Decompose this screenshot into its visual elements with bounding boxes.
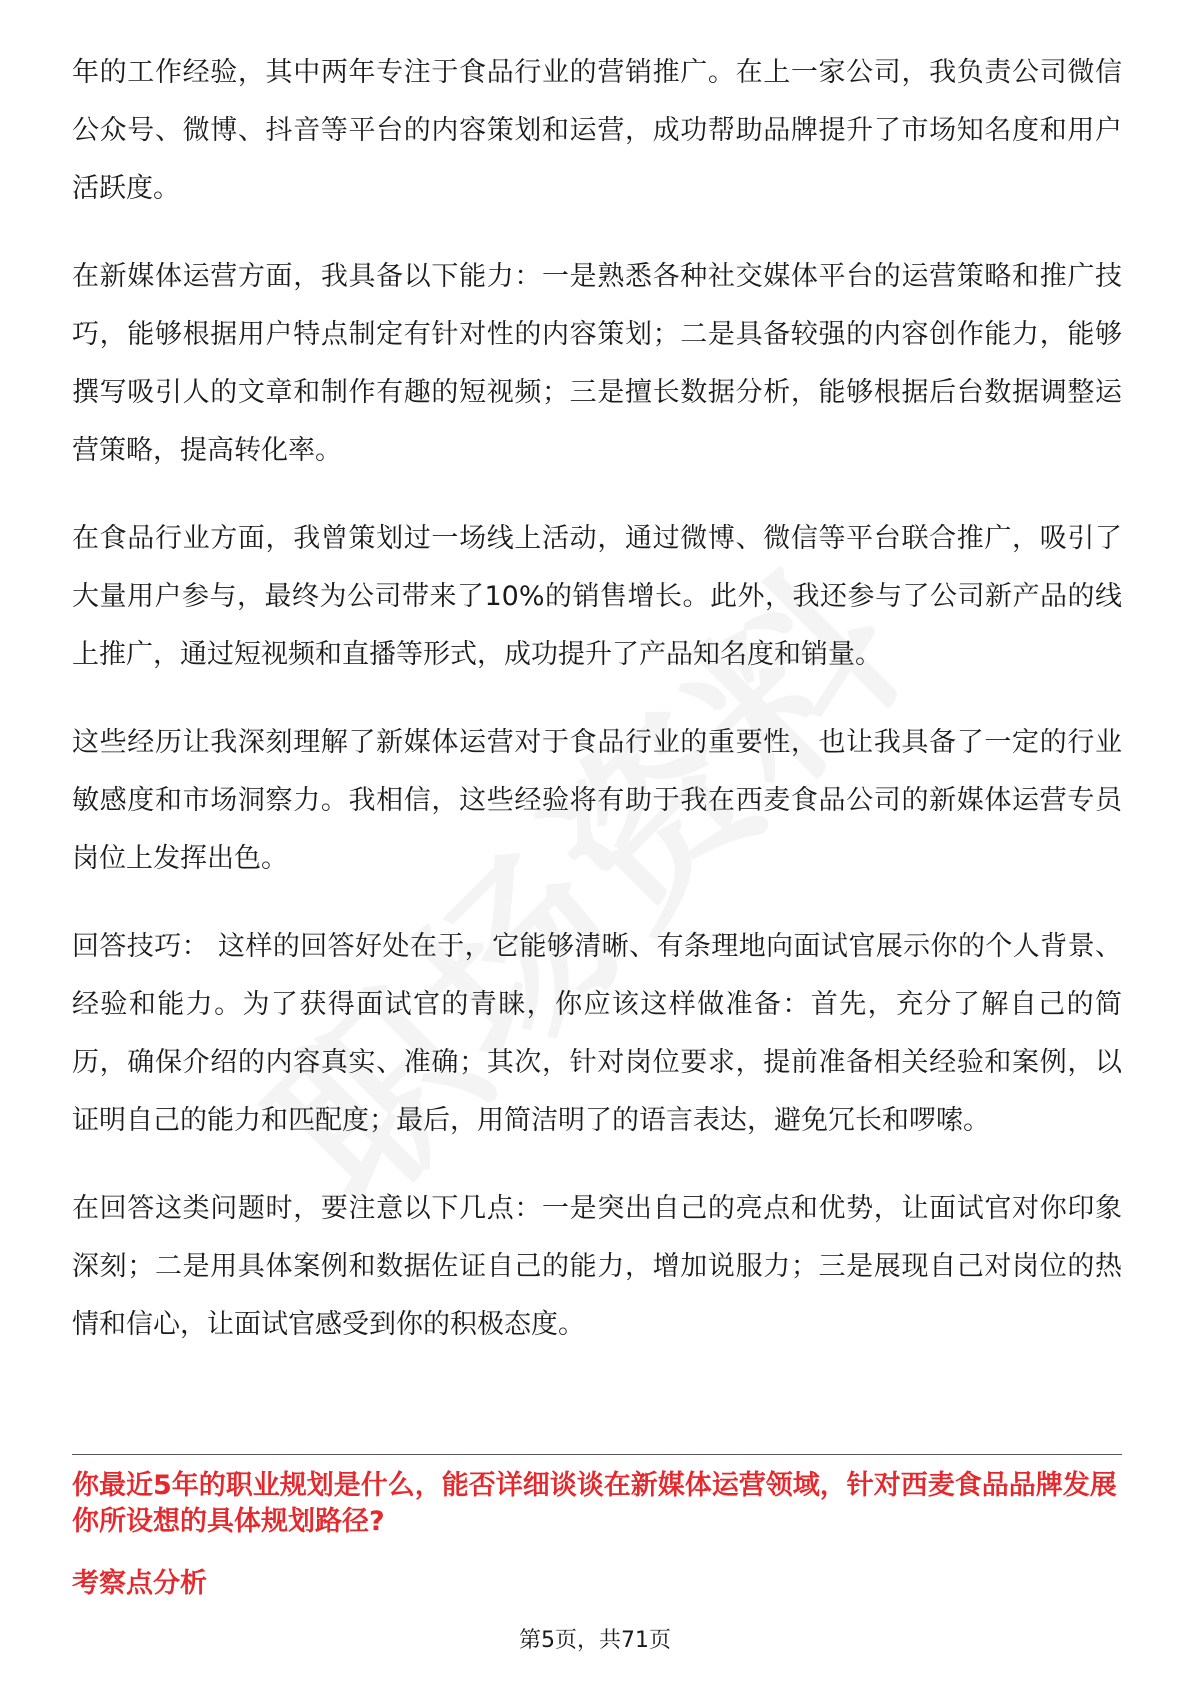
document-body bbox=[72, 44, 1122, 1384]
paragraph: 在回答这类问题时，要注意以下几点：一是突出自己的亮点和优势，让面试官对你印象深刻；二是用具体案例和数据佐证自己的能力，增加说服力；三是展现自己对岗位的热情和信心，让面试官感受到你的积极态度。 bbox=[72, 1193, 1122, 1340]
page-number: 第5页，共71页 bbox=[519, 1628, 671, 1653]
paragraph: 这些经历让我深刻理解了新媒体运营对于食品行业的重要性，也让我具备了一定的行业敏感度和市场洞察力。我相信，这些经验将有助于我在西麦食品公司的新媒体运营专员岗位上发挥出色。 bbox=[72, 727, 1122, 874]
paragraph: 年的工作经验，其中两年专注于食品行业的营销推广。在上一家公司，我负责公司微信公众号、微博、抖音等平台的内容策划和运营，成功帮助品牌提升了市场知名度和用户活跃度。 bbox=[72, 57, 1122, 204]
paragraph: 在新媒体运营方面，我具备以下能力：一是熟悉各种社交媒体平台的运营策略和推广技巧，能够根据用户特点制定有针对性的内容策划；二是具备较强的内容创作能力，能够撰写吸引人的文章和制作有趣的短视频；三是擅长数据分析，能够根据后台数据调整运营策略，提高转化率。 bbox=[72, 261, 1122, 466]
paragraph: 在食品行业方面，我曾策划过一场线上活动，通过微博、微信等平台联合推广，吸引了大量用户参与，最终为公司带来了10%的销售增长。此外，我还参与了公司新产品的线上推广，通过短视频和直播等形式，成功提升了产品知名度和销量。 bbox=[72, 523, 1122, 670]
section-heading: 考察点分析 bbox=[72, 1568, 207, 1599]
section-divider bbox=[72, 1454, 1122, 1455]
paragraph: 回答技巧： 这样的回答好处在于，它能够清晰、有条理地向面试官展示你的个人背景、经验和能力。为了获得面试官的青睐，你应该这样做准备：首先，充分了解自己的简历，确保介绍的内容真实、准确；其次，针对岗位要求，提前准备相关经验和案例，以证明自己的能力和匹配度；最后，用简洁明了的语言表达，避免冗长和啰嗦。 bbox=[72, 931, 1122, 1136]
interview-question: 你最近5年的职业规划是什么，能否详细谈谈在新媒体运营领域，针对西麦食品品牌发展你所设想的具体规划路径? bbox=[72, 1470, 1117, 1537]
